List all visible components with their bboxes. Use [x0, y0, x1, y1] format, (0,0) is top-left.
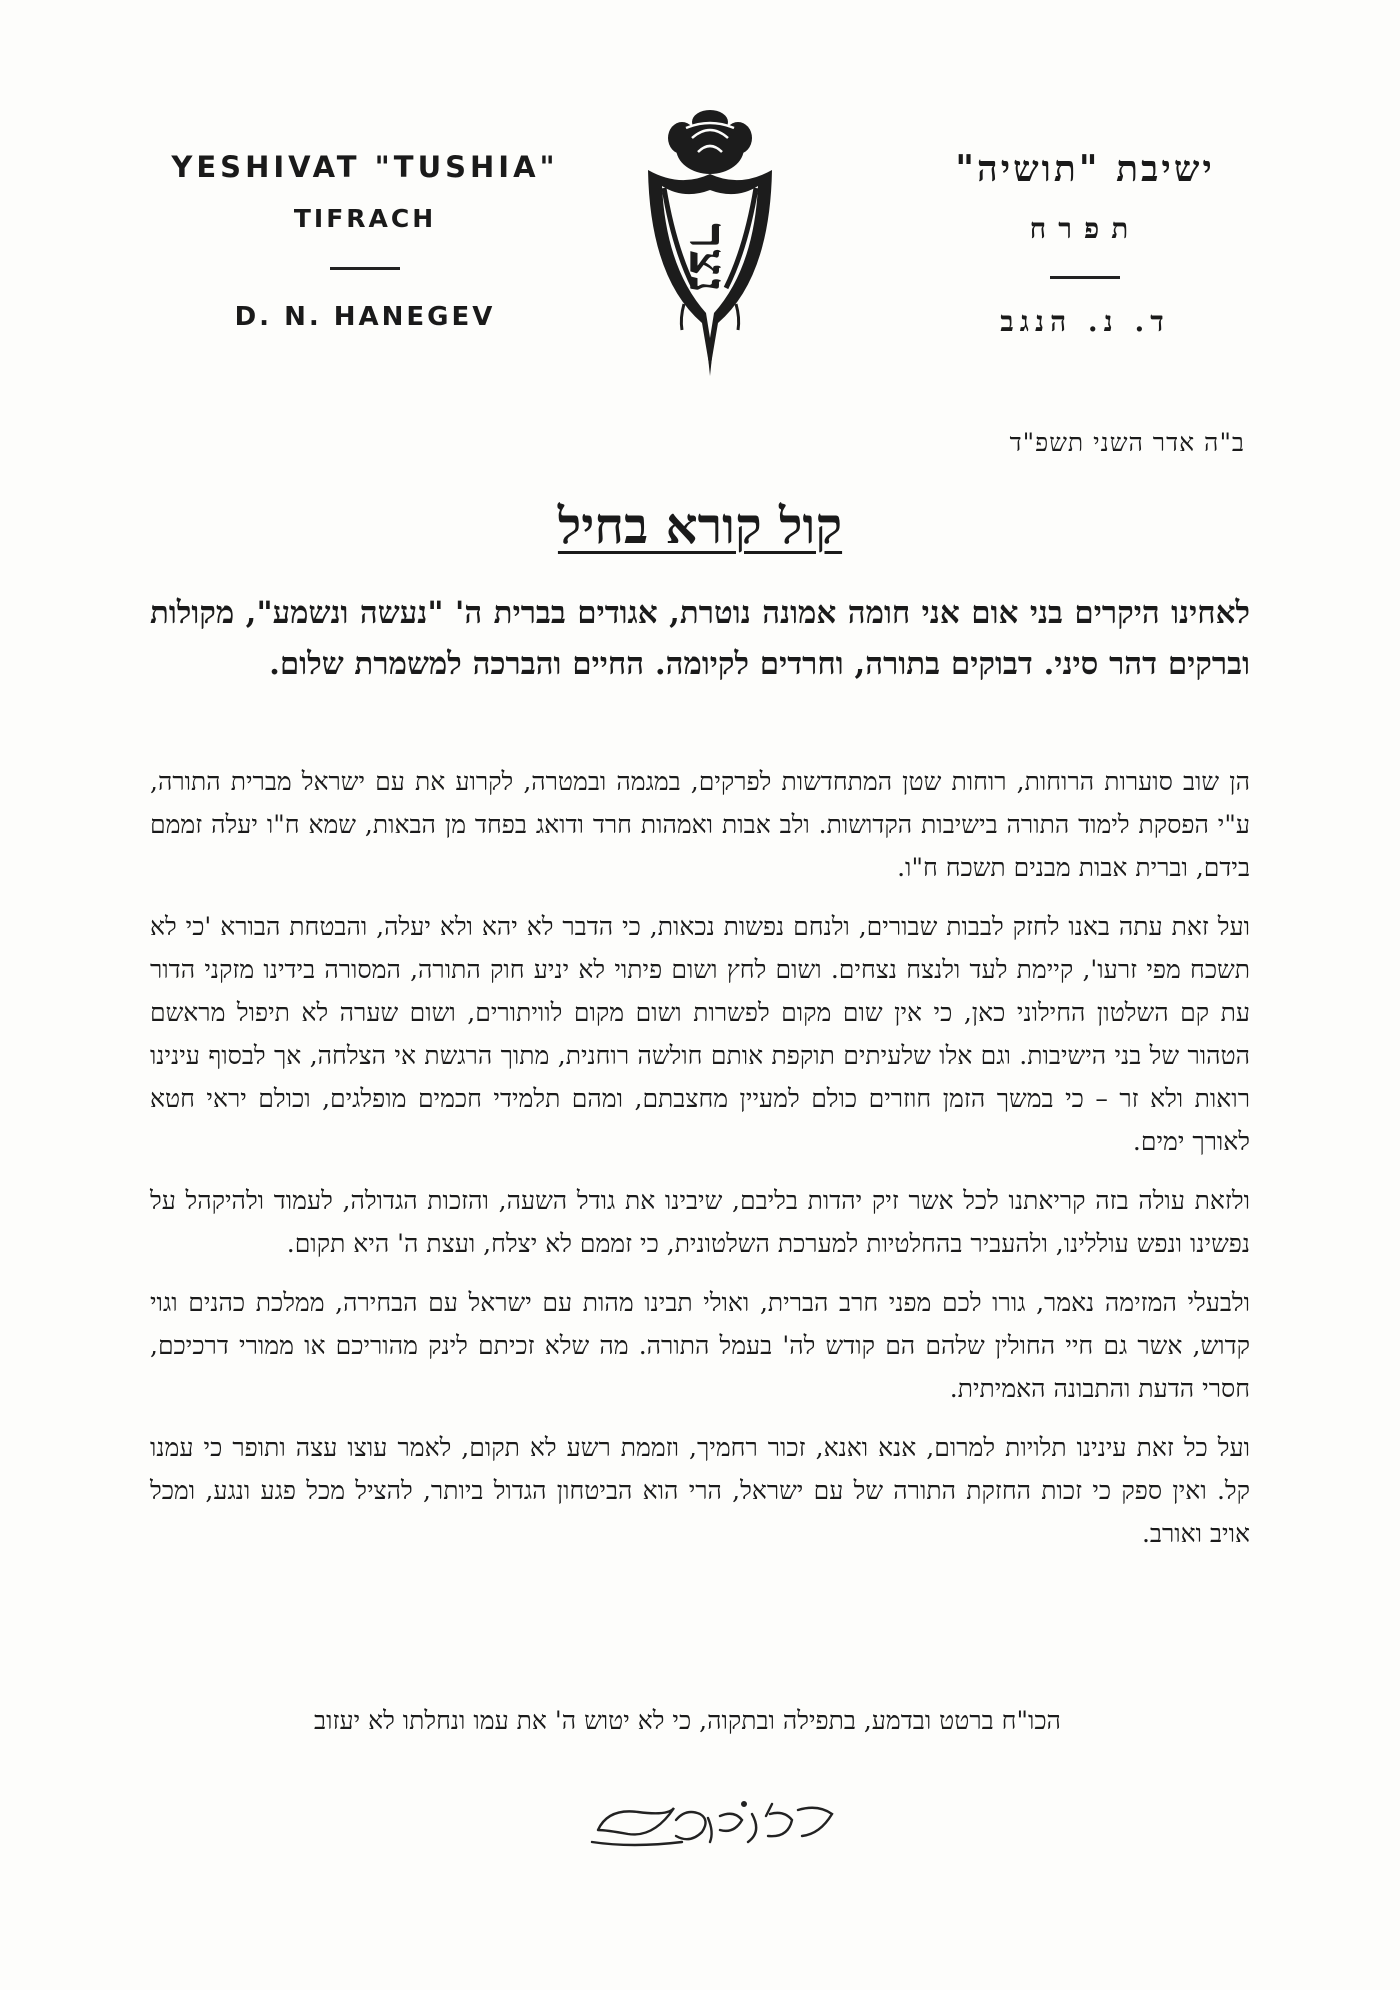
letter-title-wrap — [0, 496, 1400, 555]
yeshiva-name-he: ישיבת "תושיה" — [955, 148, 1215, 190]
handwritten-signature — [580, 1790, 860, 1870]
greeting-paragraph: לאחינו היקרים בני אום אני חומה אמונה נוטרת, אגודים בברית ה' "נעשה ונשמע", מקולות וברקים דהר סיני. דבוקים בתורה, וחרדים לקיומה. החיים והברכה למשמרת שלום. — [150, 595, 1250, 682]
body-paragraph: הן שוב סוערות הרוחות, רוחות שטן המתחדשות לפרקים, במגמה ובמטרה, לקרוע את עם ישראל מברית התורה, ע"י הפסקת לימוד התורה בישיבות הקדושות. ולב אבות ואמהות חרד ודואג בפחד מן הבאות, שמא ח"ו יעלה זממם בידם, וברית אבות מבנים תשכח ח"ו. — [150, 767, 1250, 882]
region-en: D. N. HANEGEV — [234, 302, 496, 332]
letterhead-divider-en — [330, 267, 400, 270]
town-he: תפרח — [1029, 212, 1141, 245]
region-he: ד. נ. הנגב — [1000, 305, 1170, 338]
town-en: TIFRACH — [293, 204, 437, 233]
letterhead-english — [140, 150, 590, 332]
letterhead-divider-he — [1050, 276, 1120, 279]
body-paragraph: ועל זאת עתה באנו לחזק לבבות שבורים, ולנחם נפשות נכאות, כי הדבר לא יהא ולא יעלה, והבטחת הבורא 'כי לא תשכח מפי זרעו', קיימת לעד ולנצח נצחים. ושום לחץ ושום פיתוי לא יניע חוק התורה, המסורה בידינו מזקני הדור עת קם השלטון החילוני כאן, כי אין שום מקום לפשרות ושום מקום לוויתורים, ושום שערה לא תיפול מראשם הטהור של בני הישיבות. וגם אלו שלעיתים תוקפת אותם חולשה רוחנית, מתוך הרגשת אי הצלחה, אך לבסוף עינינו רואות ולא זר – כי במשך הזמן חוזרים כולם למעיין מחצבתם, ומהם תלמידי חכמים מופלגים, וכולם יראי חטא לאורך ימים. — [150, 912, 1250, 1156]
letter-date: ב"ה אדר השני תשפ"ד — [1009, 428, 1245, 457]
emblem-letters: נצר — [677, 223, 738, 293]
letter-title: קול קורא בחיל — [557, 496, 843, 555]
closing-line: הכו"ח ברטט ובדמע, בתפילה ובתקוה, כי לא יטוש ה' את עמו ונחלתו לא יעזוב — [314, 1706, 1061, 1735]
body-paragraph: ועל כל זאת עינינו תלויות למרום, אנא ואנא, זכור רחמיך, וזממת רשע לא תקום, לאמר עוצו עצה ותופר כי עמנו קל. ואין ספק כי זכות החזקת התורה של עם ישראל, הרי הוא הביטחון הגדול ביותר, להציל מכל פגע ונגע, ומכל אויב ואורב. — [150, 1433, 1250, 1548]
body-paragraph: ולבעלי המזימה נאמר, גורו לכם מפני חרב הברית, ואולי תבינו מהות עם ישראל עם הבחירה, ממלכת כהנים וגוי קדוש, אשר גם חיי החולין שלהם הם קודש לה' בעמל התורה. מה שלא זכיתם לינק מהוריכם או ממורי דרכיכם, חסרי הדעת והתבונה האמיתית. — [150, 1288, 1250, 1403]
letter-body — [150, 760, 1250, 1571]
yeshiva-name-en: YESHIVAT "TUSHIA" — [171, 150, 559, 184]
rose-emblem-icon — [640, 108, 780, 378]
letterhead-hebrew — [920, 148, 1250, 339]
body-paragraph: ולזאת עולה בזה קריאתנו לכל אשר זיק יהדות בליבם, שיבינו את גודל השעה, והזכות הגדולה, לעמוד ולהיקהל על נפשינו ונפש עוללינו, ולהעביר בהחלטיות למערכת השלטונית, כי זממם לא יצלח, ועצת ה' היא תקום. — [150, 1186, 1250, 1258]
